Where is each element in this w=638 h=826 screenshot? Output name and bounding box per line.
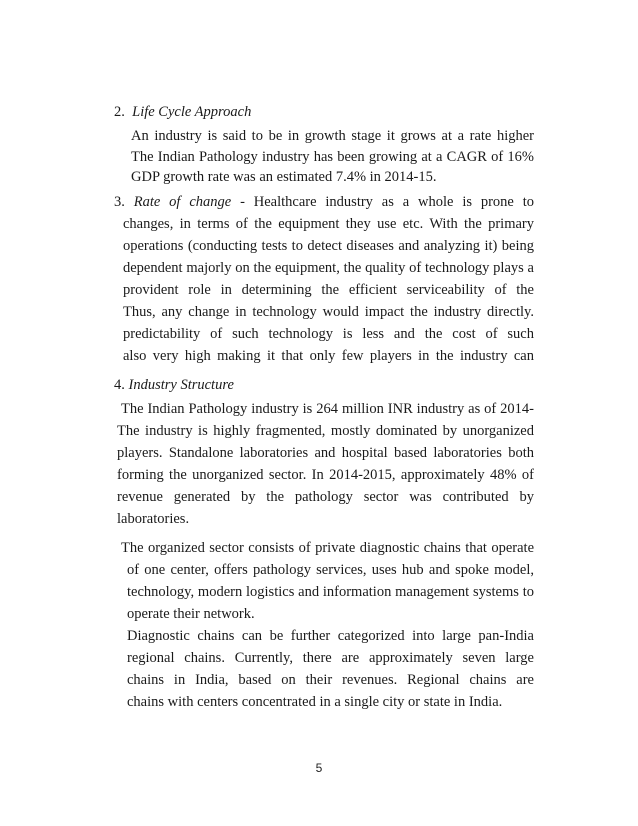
section-4-para-1-line-1: The Indian Pathology industry is 264 million INR industry as of 2014- xyxy=(121,401,534,417)
section-2-number: 2. xyxy=(114,104,125,120)
section-3-line-2: operations (conducting tests to detect diseases and analyzing it) being xyxy=(123,238,534,254)
section-4-para-2-line-1: The organized sector consists of private diagnostic chains that operate xyxy=(121,540,534,556)
section-3-line-5: Thus, any change in technology would impact the industry directly. xyxy=(123,304,534,320)
section-4-para-1-line-2: The industry is highly fragmented, mostly dominated by unorganized xyxy=(117,423,534,439)
page-number: 5 xyxy=(315,761,323,775)
section-3-line-3: dependent majorly on the equipment, the quality of technology plays a xyxy=(123,260,534,276)
section-3-title: Rate of change xyxy=(133,194,232,210)
section-4-para-2-line-2: of one center, offers pathology services, uses hub and spoke model, xyxy=(127,562,534,578)
section-3-number: 3. xyxy=(114,194,125,210)
section-3-line-7: also very high making it that only few players in the industry can xyxy=(123,348,534,364)
section-2-line-1: An industry is said to be in growth stage it grows at a rate higher xyxy=(131,128,534,144)
section-2-heading xyxy=(114,103,251,122)
section-2-line-2: The Indian Pathology industry has been growing at a CAGR of 16% xyxy=(131,149,534,165)
section-4-para-1-line-6: laboratories. xyxy=(117,511,190,527)
section-4-para-2-line-7: chains in India, based on their revenues. Regional chains are xyxy=(127,672,534,688)
section-4-para-1-line-4: forming the unorganized sector. In 2014-2015, approximately 48% of xyxy=(117,467,534,483)
section-2-line-3: GDP growth rate was an estimated 7.4% in 2014-15. xyxy=(131,169,437,185)
section-3-line-4: provident role in determining the efficient serviceability of the xyxy=(123,282,534,298)
section-4-para-1-line-3: players. Standalone laboratories and hospital based laboratories both xyxy=(117,445,534,461)
section-3-first-line: - Healthcare industry as a whole is prone to xyxy=(240,194,534,210)
section-4-para-1-line-5: revenue generated by the pathology sector was contributed by xyxy=(117,489,534,505)
section-2-title: Life Cycle Approach xyxy=(132,104,252,120)
section-4-heading xyxy=(114,376,234,395)
section-4-para-2-line-8: chains with centers concentrated in a single city or state in India. xyxy=(127,694,503,710)
section-4-number: 4. xyxy=(114,377,125,393)
section-4-title: Industry Structure xyxy=(128,377,234,393)
section-4-para-2-line-5: Diagnostic chains can be further categorized into large pan-India xyxy=(127,628,534,644)
section-3-line-6: predictability of such technology is less and the cost of such xyxy=(123,326,534,342)
section-3-heading-line xyxy=(114,193,534,212)
section-4-para-2-line-6: regional chains. Currently, there are approximately seven large xyxy=(127,650,534,666)
section-4-para-2-line-4: operate their network. xyxy=(127,606,255,622)
section-3-line-1: changes, in terms of the equipment they use etc. With the primary xyxy=(123,216,534,232)
section-4-para-2-line-3: technology, modern logistics and information management systems to xyxy=(127,584,534,600)
